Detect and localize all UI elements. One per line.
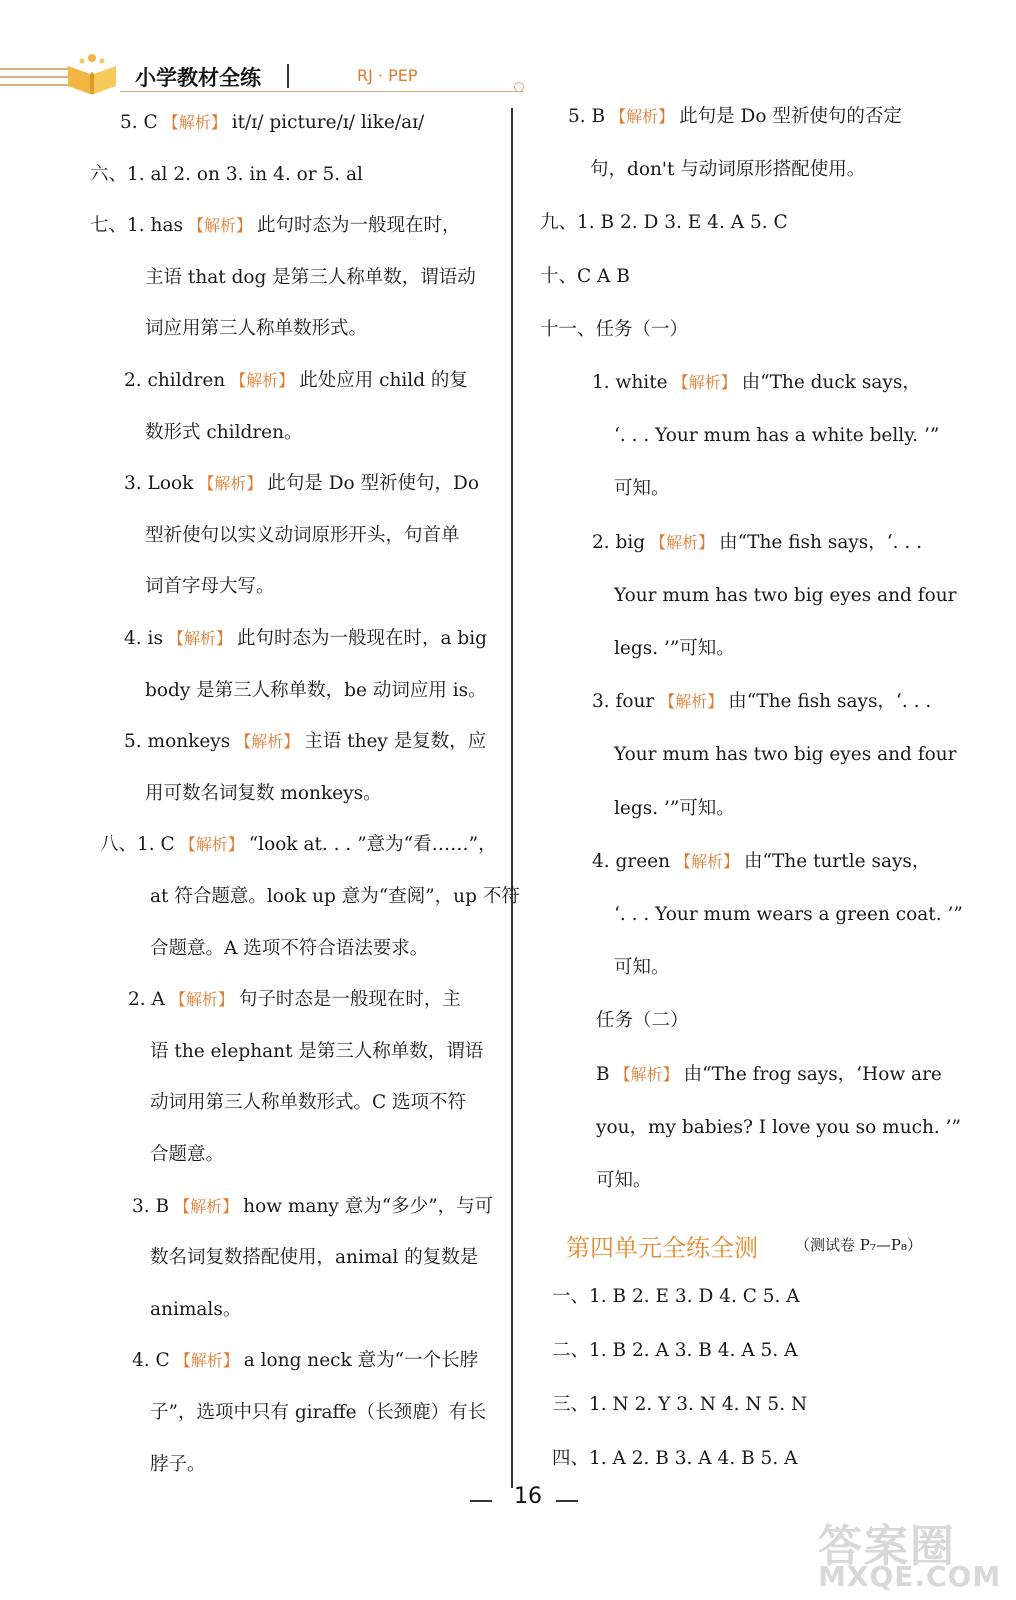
- left-line: [124, 471, 479, 497]
- left-line: [150, 1452, 206, 1478]
- answer-text: 3. Look: [124, 473, 194, 495]
- right-line: [614, 636, 735, 662]
- analysis-tag: 【解析】: [174, 1196, 239, 1216]
- answer-text: 可知。: [614, 478, 670, 500]
- answer-text: 可知。: [596, 1170, 652, 1191]
- analysis-tag: 【解析】: [162, 113, 227, 132]
- analysis-text: how many 意为“多少”，与可: [243, 1195, 494, 1217]
- answer-text: 2. children: [124, 370, 226, 391]
- answer-text: legs. ’”可知。: [614, 797, 735, 819]
- analysis-text: 此句时态为一般现在时，: [257, 215, 461, 237]
- right-line: [568, 104, 902, 130]
- answer-text: 脖子。: [150, 1453, 206, 1475]
- analysis-tag: 【解析】: [167, 629, 232, 648]
- left-line: [145, 316, 367, 342]
- header-separator: [287, 64, 289, 88]
- left-line: [150, 1297, 241, 1323]
- answer-text: 六、1. al 2. on 3. in 4. or 5. al: [90, 163, 363, 185]
- analysis-tag: 【解析】: [169, 990, 234, 1010]
- answer-text: 1. white: [592, 372, 668, 393]
- right-line: [596, 1115, 961, 1141]
- answer-text: at 符合题意。look up 意为“查阅”，up 不符: [150, 886, 520, 907]
- answer-text: 子”，选项中只有 giraffe（长颈鹿）有长: [150, 1402, 487, 1423]
- answer-text: 5. B: [568, 106, 606, 127]
- answer-text: 句，don't 与动词原形搭配使用。: [590, 159, 866, 181]
- right-line: [592, 849, 930, 875]
- left-line: [150, 1090, 466, 1116]
- answer-text: 5. monkeys: [124, 731, 231, 753]
- analysis-text: 由“The fish says，‘. . .: [728, 691, 932, 713]
- book-logo-icon: [62, 48, 122, 98]
- right-line: [614, 955, 670, 981]
- answer-text: 3. B: [132, 1195, 170, 1217]
- analysis-tag: 【解析】: [230, 371, 295, 390]
- answer-text: 任务（二）: [596, 1010, 689, 1032]
- right-line: [614, 902, 963, 928]
- analysis-text: 此句是 Do 型祈使句的否定: [679, 106, 902, 127]
- answer-text: 数名词复数搭配使用，animal 的复数是: [150, 1247, 479, 1269]
- analysis-tag: 【解析】: [179, 835, 244, 855]
- right-line: [592, 689, 931, 715]
- analysis-tag: 【解析】: [198, 474, 263, 494]
- left-line: [128, 987, 461, 1013]
- answer-text: Your mum has two big eyes and four: [614, 584, 957, 606]
- answer-text: 型祈使句以实义动词原形开头，句首单: [145, 524, 460, 546]
- left-line: [90, 213, 461, 239]
- answer-text: 词应用第三人称单数形式。: [145, 318, 368, 340]
- analysis-text: 此处应用 child 的复: [299, 370, 468, 391]
- analysis-tag: 【解析】: [659, 692, 724, 712]
- left-line: [150, 1400, 486, 1426]
- answer-text: animals。: [150, 1298, 242, 1320]
- answer-text: 动词用第三人称单数形式。C 选项不符: [150, 1092, 467, 1114]
- analysis-tag: 【解析】: [614, 1064, 679, 1084]
- series-title: 小学教材全练: [135, 66, 261, 90]
- answer-text: 2. big: [592, 531, 646, 553]
- left-line: [150, 1245, 478, 1271]
- answer-text: 合题意。: [150, 1144, 225, 1165]
- answer-text: B: [596, 1063, 610, 1085]
- left-line: [124, 368, 468, 394]
- unit-answer-line: 三、1. N 2. Y 3. N 4. N 5. N: [552, 1394, 808, 1415]
- page-header: [0, 0, 1016, 110]
- right-line: [540, 317, 688, 343]
- answer-text: 2. A: [128, 989, 165, 1011]
- answer-text: 十一、任务（一）: [540, 318, 689, 340]
- left-line: [145, 420, 303, 446]
- answer-text: body 是第三人称单数，be 动词应用 is。: [145, 679, 487, 701]
- watermark-text: 答案圈: [818, 1521, 956, 1572]
- unit-answer-line: 四、1. A 2. B 3. A 4. B 5. A: [552, 1448, 798, 1469]
- header-decor-lines: [0, 68, 70, 92]
- header-dot-icon: [514, 82, 524, 92]
- answer-text: 语 the elephant 是第三人称单数，谓语: [150, 1040, 484, 1062]
- left-line: [150, 1142, 224, 1168]
- analysis-text: 句子时态是一般现在时，主: [238, 989, 461, 1011]
- left-line: [145, 678, 487, 704]
- right-line: [540, 264, 630, 290]
- analysis-tag: 【解析】: [235, 732, 300, 752]
- analysis-tag: 【解析】: [174, 1351, 239, 1371]
- right-line: [592, 370, 921, 396]
- watermark-url: MXQE.COM: [818, 1560, 1002, 1593]
- right-line: [540, 210, 788, 236]
- analysis-text: 由“The fish says，‘. . .: [719, 531, 923, 553]
- left-line: [132, 1348, 478, 1374]
- right-line: [614, 796, 735, 822]
- right-line: [592, 530, 922, 556]
- left-line: [90, 162, 363, 188]
- right-line: [614, 476, 670, 502]
- right-line: [590, 157, 865, 183]
- unit-note: （测试卷 P₇—P₈）: [795, 1236, 922, 1254]
- left-line: [132, 1194, 493, 1220]
- left-line: [150, 936, 428, 962]
- answer-text: ‘. . . Your mum wears a green coat. ’”: [614, 904, 963, 925]
- right-line: [614, 423, 939, 449]
- answer-text: 3. four: [592, 691, 655, 713]
- analysis-tag: 【解析】: [187, 216, 252, 236]
- column-divider: [511, 108, 513, 1488]
- answer-text: 主语 that dog 是第三人称单数，谓语动: [145, 266, 476, 288]
- answer-text: Your mum has two big eyes and four: [614, 744, 957, 766]
- analysis-tag: 【解析】: [675, 851, 740, 871]
- left-line: [150, 884, 520, 910]
- analysis-tag: 【解析】: [672, 373, 737, 392]
- right-line: [596, 1062, 942, 1088]
- unit-answer-line: 一、1. B 2. E 3. D 4. C 5. A: [552, 1286, 800, 1307]
- answer-text: 词首字母大写。: [145, 576, 275, 598]
- analysis-text: 由“The turtle says，: [744, 850, 931, 872]
- left-line: [145, 265, 476, 291]
- header-rule: [120, 91, 524, 92]
- answer-text: 十、C A B: [540, 265, 630, 287]
- analysis-text: a long neck 意为“一个长脖: [243, 1350, 479, 1372]
- left-line: [150, 1039, 483, 1065]
- left-line: [124, 729, 486, 755]
- analysis-tag: 【解析】: [610, 107, 675, 126]
- answer-text: you，my babies? I love you so much. ’”: [596, 1116, 962, 1138]
- answer-text: 八、1. C: [100, 834, 175, 856]
- answer-text: 4. is: [124, 628, 163, 649]
- left-line: [124, 626, 487, 652]
- right-line: [614, 583, 957, 609]
- left-line: [145, 781, 382, 807]
- right-line: [596, 1168, 652, 1194]
- right-line: [596, 1008, 689, 1034]
- analysis-text: 此句是 Do 型祈使句，Do: [267, 473, 480, 495]
- analysis-tag: 【解析】: [650, 532, 715, 552]
- analysis-text: 由“The duck says，: [741, 372, 921, 393]
- answer-text: 七、1. has: [90, 215, 183, 237]
- answer-text: ‘. . . Your mum has a white belly. ’”: [614, 425, 940, 447]
- analysis-text: 由“The frog says，‘How are: [683, 1063, 942, 1085]
- analysis-text: it/ɪ/ picture/ɪ/ like/aɪ/: [231, 112, 425, 133]
- answer-text: 可知。: [614, 957, 670, 979]
- edition-label: RJ · PEP: [357, 66, 418, 85]
- answer-text: 合题意。A 选项不符合语法要求。: [150, 937, 429, 959]
- left-line: [145, 574, 275, 600]
- right-line: [614, 742, 957, 768]
- analysis-text: “look at. . . ”意为“看……”，: [248, 834, 497, 856]
- answer-text: 九、1. B 2. D 3. E 4. A 5. C: [540, 212, 788, 234]
- answer-text: 4. C: [132, 1350, 170, 1372]
- answer-text: legs. ’”可知。: [614, 638, 735, 659]
- footer-line-left: [470, 1500, 492, 1502]
- left-line: [145, 523, 460, 549]
- unit-answer-line: 二、1. B 2. A 3. B 4. A 5. A: [552, 1340, 798, 1361]
- left-line: [120, 110, 424, 136]
- left-line: [100, 832, 497, 858]
- page-number: 16: [514, 1484, 542, 1509]
- answer-text: 5. C: [120, 112, 158, 133]
- analysis-text: 主语 they 是复数，应: [304, 731, 487, 753]
- unit-title: 第四单元全练全测: [566, 1234, 758, 1262]
- analysis-text: 此句时态为一般现在时，a big: [236, 628, 487, 649]
- answer-text: 4. green: [592, 850, 671, 872]
- answer-text: 用可数名词复数 monkeys。: [145, 782, 382, 804]
- footer-line-right: [556, 1500, 578, 1502]
- answer-text: 数形式 children。: [145, 421, 303, 443]
